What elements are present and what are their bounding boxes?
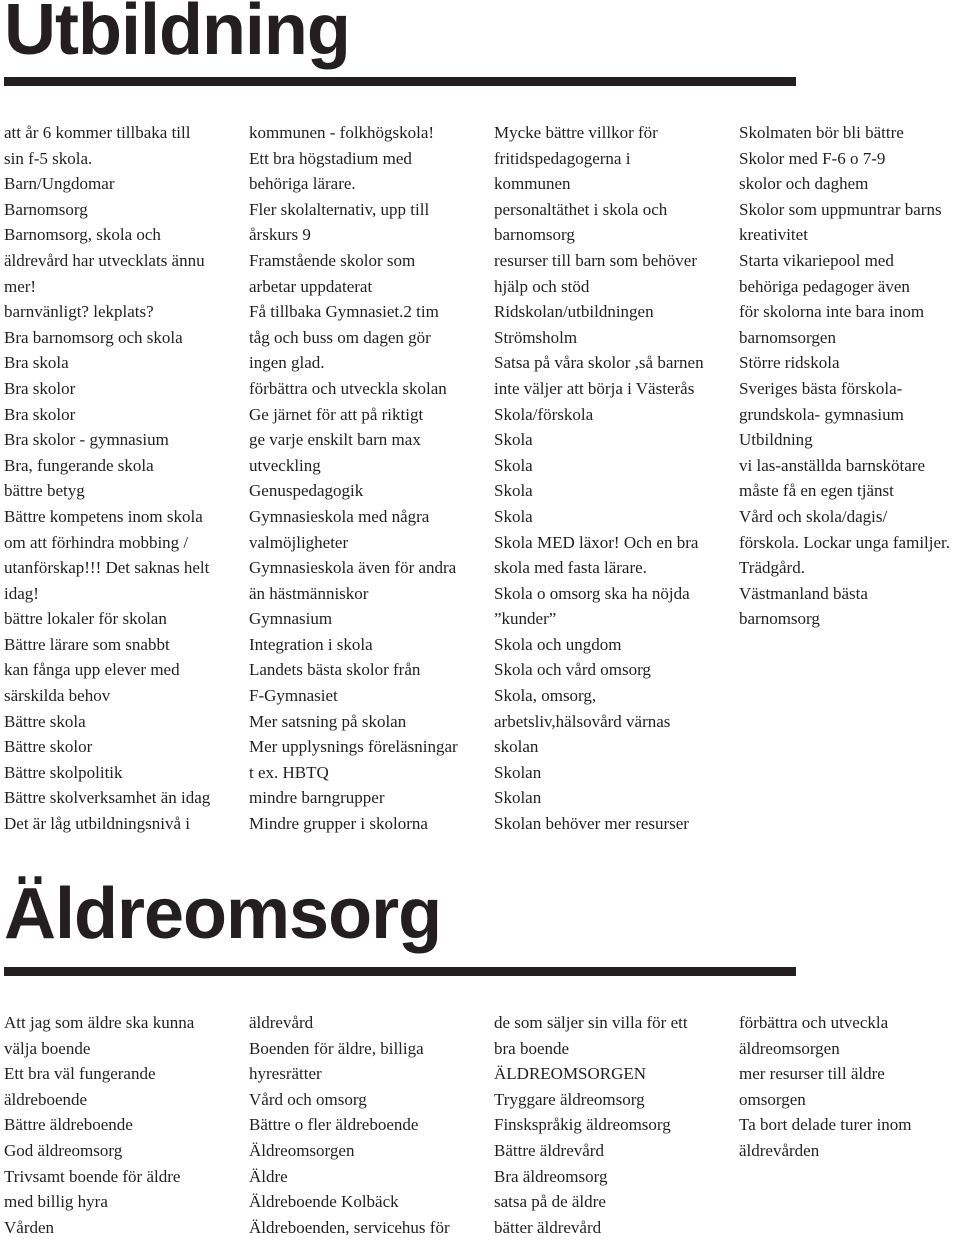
text-line: Landets bästa skolor från	[249, 660, 421, 680]
text-line: Genuspedagogik	[249, 481, 364, 501]
text-line: Skola o omsorg ska ha nöjda	[494, 583, 690, 603]
text-line: Fler skolalternativ, upp till	[249, 199, 430, 219]
text-line: Västmanland bästa	[739, 583, 868, 603]
text-line: Utbildning	[739, 430, 813, 450]
text-line: Skolmaten bör bli bättre	[739, 123, 904, 142]
text-line: Skola	[494, 481, 533, 501]
text-line: Tryggare äldreomsorg	[494, 1089, 645, 1109]
text-line: Trivsamt boende för äldre	[4, 1166, 181, 1186]
text-line: Skola, omsorg,	[494, 686, 597, 706]
text-line: kommunen	[494, 174, 571, 194]
text-line: Ridskolan/utbildningen	[494, 302, 654, 322]
text-line: ingen glad.	[249, 353, 325, 373]
text-line: Bättre skolverksamhet än idag	[4, 788, 211, 808]
text-line: Skola	[494, 430, 533, 450]
text-line: Bättre skola	[4, 711, 86, 731]
text-line: Bättre äldreboende	[4, 1115, 133, 1135]
text-line: Bättre lärare som snabbt	[4, 634, 170, 654]
text-line: t ex. HBTQ	[249, 762, 329, 782]
text-line: bättre lokaler för skolan	[4, 609, 167, 629]
aldreomsorg-column-1	[4, 1010, 249, 1240]
text-line: kreativitet	[739, 225, 808, 245]
text-line: för skolorna inte bara inom	[739, 302, 925, 322]
section-title-aldreomsorg: Äldreomsorg	[4, 874, 442, 954]
text-line: Barnomsorg, skola och	[4, 225, 161, 245]
text-line: måste få en egen tjänst	[739, 481, 894, 501]
text-line: Skola	[494, 455, 533, 475]
text-line: Gymnasium	[249, 609, 333, 629]
text-line: att år 6 kommer tillbaka till	[4, 123, 191, 142]
text-line: Större ridskola	[739, 353, 840, 373]
text-line: Skola/förskola	[494, 404, 594, 424]
aldreomsorg-column-4	[739, 1010, 960, 1164]
text-line: ge varje enskilt barn max	[249, 430, 421, 450]
text-line: mindre barngrupper	[249, 788, 385, 808]
text-line: God äldreomsorg	[4, 1140, 123, 1160]
text-line: skolor och daghem	[739, 174, 869, 194]
text-line: skolan	[494, 737, 539, 757]
text-line: Mycke bättre villkor för	[494, 123, 658, 142]
text-line: Äldreboenden, servicehus för	[249, 1217, 450, 1237]
text-line: grundskola- gymnasium	[739, 404, 904, 424]
text-line: mer resurser till äldre	[739, 1064, 885, 1084]
text-line: Bättre o fler äldreboende	[249, 1115, 419, 1135]
text-line: arbetar uppdaterat	[249, 276, 373, 296]
text-line: med billig hyra	[4, 1192, 108, 1212]
text-line: Ett bra högstadium med	[249, 148, 412, 168]
text-line: bra boende	[494, 1038, 570, 1058]
section-divider	[4, 77, 796, 86]
text-line: Äldre	[249, 1166, 288, 1186]
text-line: äldreboende	[4, 1089, 88, 1109]
text-line: Äldreboende Kolbäck	[249, 1192, 399, 1212]
utbildning-column-1	[4, 120, 249, 837]
text-line: Trädgård.	[739, 558, 805, 578]
text-line: kan fånga upp elever med	[4, 660, 180, 680]
text-line: Mer upplysnings föreläsningar	[249, 737, 458, 757]
text-line: Mer satsning på skolan	[249, 711, 407, 731]
text-line: omsorgen	[739, 1089, 806, 1109]
text-line: årskurs 9	[249, 225, 311, 245]
text-line: Gymnasieskola med några	[249, 506, 430, 526]
text-line: Skola och vård omsorg	[494, 660, 651, 680]
text-line: Bättre äldrevård	[494, 1140, 604, 1160]
text-line: inte väljer att börja i Västerås	[494, 378, 695, 398]
text-line: Bättre skolpolitik	[4, 762, 123, 782]
text-line: ”kunder”	[494, 609, 557, 629]
aldreomsorg-column-2	[249, 1010, 494, 1240]
text-line: Bra äldreomsorg	[494, 1166, 608, 1186]
text-line: mer!	[4, 276, 37, 296]
text-line: Bra barnomsorg och skola	[4, 327, 183, 347]
text-line: Bra skolor	[4, 378, 76, 398]
text-line: utveckling	[249, 455, 321, 475]
text-line: satsa på de äldre	[494, 1192, 606, 1212]
text-line: Skolor med F-6 o 7-9	[739, 148, 886, 168]
text-line: de som säljer sin villa för ett	[494, 1013, 688, 1032]
text-line: Bra skola	[4, 353, 69, 373]
text-line: Strömsholm	[494, 327, 578, 347]
text-line: välja boende	[4, 1038, 91, 1058]
text-line: fritidspedagogerna i	[494, 148, 631, 168]
text-line: barnvänligt? lekplats?	[4, 302, 154, 322]
text-line: valmöjligheter	[249, 532, 349, 552]
text-line: bättre betyg	[4, 481, 85, 501]
text-line: om att förhindra mobbing /	[4, 532, 189, 552]
text-line: utanförskap!!! Det saknas helt	[4, 558, 210, 578]
text-line: Bättre kompetens inom skola	[4, 506, 203, 526]
text-line: hyresrätter	[249, 1064, 322, 1084]
text-line: Få tillbaka Gymnasiet.2 tim	[249, 302, 439, 322]
text-line: Bättre skolor	[4, 737, 93, 757]
text-line: Vård och omsorg	[249, 1089, 367, 1109]
text-line: vi las-anställda barnskötare	[739, 455, 925, 475]
text-line: bätter äldrevård	[494, 1217, 602, 1237]
text-line: Boenden för äldre, billiga	[249, 1038, 424, 1058]
text-line: Ta bort delade turer inom	[739, 1115, 912, 1135]
text-line: Satsa på våra skolor ,så barnen	[494, 353, 704, 373]
text-line: resurser till barn som behöver	[494, 250, 697, 270]
text-line: äldrevård har utvecklats ännu	[4, 250, 205, 270]
text-line: Ett bra väl fungerande	[4, 1064, 156, 1084]
text-line: tåg och buss om dagen gör	[249, 327, 431, 347]
text-line: Skolan	[494, 762, 542, 782]
text-line: Sveriges bästa förskola-	[739, 378, 903, 398]
text-line: Skolan	[494, 788, 542, 808]
text-line: Det är låg utbildningsnivå i	[4, 814, 191, 834]
text-line: hjälp och stöd	[494, 276, 590, 296]
text-line: förbättra och utveckla skolan	[249, 378, 447, 398]
text-line: barnomsorg	[494, 225, 575, 245]
text-line: Skolan behöver mer resurser	[494, 814, 689, 834]
text-line: Barnomsorg	[4, 199, 88, 219]
text-line: särskilda behov	[4, 686, 111, 706]
text-line: Integration i skola	[249, 634, 373, 654]
text-line: äldreomsorgen	[739, 1038, 840, 1058]
text-line: Vården	[4, 1217, 55, 1237]
text-line: skola med fasta lärare.	[494, 558, 647, 578]
text-line: Starta vikariepool med	[739, 250, 894, 270]
text-line: idag!	[4, 583, 39, 603]
text-line: Skola MED läxor! Och en bra	[494, 532, 699, 552]
text-line: Framstående skolor som	[249, 250, 416, 270]
text-line: kommunen - folkhögskola!	[249, 123, 435, 142]
text-line: barnomsorg	[739, 609, 820, 629]
text-line: personaltäthet i skola och	[494, 199, 668, 219]
text-line: förskola. Lockar unga familjer.	[739, 532, 951, 552]
text-line: äldrevården	[739, 1140, 820, 1160]
text-line: Vård och skola/dagis/	[739, 506, 888, 526]
text-line: äldrevård	[249, 1013, 314, 1032]
text-line: än hästmänniskor	[249, 583, 369, 603]
text-line: F-Gymnasiet	[249, 686, 338, 706]
text-line: Att jag som äldre ska kunna	[4, 1013, 195, 1032]
text-line: förbättra och utveckla	[739, 1013, 889, 1032]
text-line: arbetsliv,hälsovård värnas	[494, 711, 671, 731]
section-title-utbildning: Utbildning	[4, 0, 350, 70]
text-line: Gymnasieskola även för andra	[249, 558, 457, 578]
text-line: Bra, fungerande skola	[4, 455, 154, 475]
text-line: Finskspråkig äldreomsorg	[494, 1115, 671, 1135]
text-line: Bra skolor	[4, 404, 76, 424]
text-line: Skola och ungdom	[494, 634, 622, 654]
text-line: sin f-5 skola.	[4, 148, 93, 168]
utbildning-column-4	[739, 120, 960, 632]
text-line: Mindre grupper i skolorna	[249, 814, 428, 834]
text-line: Äldreomsorgen	[249, 1140, 355, 1160]
aldreomsorg-column-3	[494, 1010, 739, 1240]
text-line: ÄLDREOMSORGEN	[494, 1064, 647, 1084]
text-line: Skola	[494, 506, 533, 526]
utbildning-column-3	[494, 120, 739, 837]
section-divider	[4, 967, 796, 976]
text-line: behöriga lärare.	[249, 174, 356, 194]
text-line: Ge järnet för att på riktigt	[249, 404, 424, 424]
text-line: Bra skolor - gymnasium	[4, 430, 169, 450]
text-line: behöriga pedagoger även	[739, 276, 910, 296]
text-line: Skolor som uppmuntrar barns	[739, 199, 942, 219]
text-line: Barn/Ungdomar	[4, 174, 115, 194]
utbildning-column-2	[249, 120, 494, 837]
text-line: barnomsorgen	[739, 327, 836, 347]
